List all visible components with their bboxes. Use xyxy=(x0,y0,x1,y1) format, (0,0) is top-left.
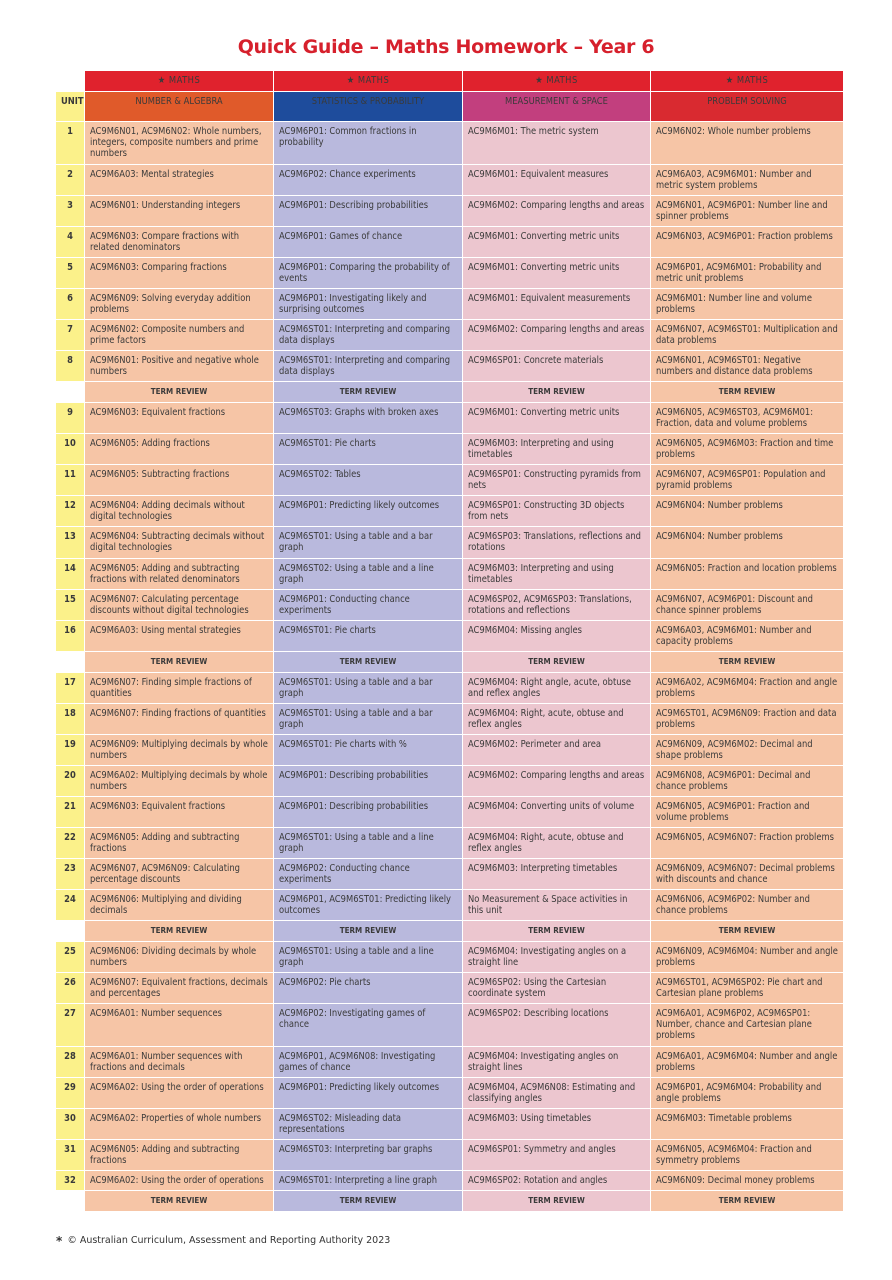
maths-bar-row xyxy=(56,71,844,92)
term-review-label: TERM REVIEW xyxy=(651,1191,844,1212)
unit-row xyxy=(56,1171,844,1191)
maths-label-measurement-space: ★ MATHS xyxy=(463,71,651,92)
activity-problem-solving: AC9M6A03, AC9M6M01: Number and metric system problems xyxy=(651,165,844,196)
activity-number-algebra: AC9M6N03: Compare fractions with related denominators xyxy=(85,227,274,258)
unit-number: 9 xyxy=(56,403,85,434)
activity-measurement-space: No Measurement & Space activities in this unit xyxy=(463,890,651,921)
term-review-label: TERM REVIEW xyxy=(85,382,274,403)
unit-blank-cell xyxy=(56,921,85,942)
activity-statistics-probability: AC9M6P02: Conducting chance experiments xyxy=(274,859,463,890)
activity-number-algebra: AC9M6N02: Composite numbers and prime factors xyxy=(85,320,274,351)
unit-row xyxy=(56,527,844,559)
term-review-label: TERM REVIEW xyxy=(85,1191,274,1212)
unit-number: 21 xyxy=(56,797,85,828)
term-review-row xyxy=(56,1191,844,1212)
activity-measurement-space: AC9M6SP02: Rotation and angles xyxy=(463,1171,651,1191)
activity-number-algebra: AC9M6N07: Finding simple fractions of quantities xyxy=(85,673,274,704)
activity-number-algebra: AC9M6N05: Adding and subtracting fractions with related denominators xyxy=(85,559,274,590)
activity-number-algebra: AC9M6N01: Positive and negative whole numbers xyxy=(85,351,274,382)
activity-problem-solving: AC9M6M01: Number line and volume problems xyxy=(651,289,844,320)
activity-statistics-probability: AC9M6ST01: Using a table and a bar graph xyxy=(274,704,463,735)
activity-problem-solving: AC9M6A01, AC9M6P02, AC9M6SP01: Number, chance and Cartesian plane problems xyxy=(651,1004,844,1047)
activity-measurement-space: AC9M6M03: Using timetables xyxy=(463,1109,651,1140)
footnote-asterisk: * xyxy=(56,1234,63,1248)
unit-row xyxy=(56,673,844,704)
unit-number: 3 xyxy=(56,196,85,227)
activity-measurement-space: AC9M6SP01: Constructing 3D objects from nets xyxy=(463,496,651,527)
unit-row xyxy=(56,496,844,527)
activity-statistics-probability: AC9M6ST01: Interpreting and comparing data displays xyxy=(274,351,463,382)
unit-number: 6 xyxy=(56,289,85,320)
activity-problem-solving: AC9M6N02: Whole number problems xyxy=(651,122,844,165)
activity-problem-solving: AC9M6N05, AC9M6M03: Fraction and time problems xyxy=(651,434,844,465)
activity-number-algebra: AC9M6N04: Adding decimals without digital technologies xyxy=(85,496,274,527)
unit-blank-cell xyxy=(56,652,85,673)
activity-number-algebra: AC9M6N07: Finding fractions of quantities xyxy=(85,704,274,735)
activity-number-algebra: AC9M6N07, AC9M6N09: Calculating percentage discounts xyxy=(85,859,274,890)
unit-number: 20 xyxy=(56,766,85,797)
unit-row xyxy=(56,320,844,351)
unit-number: 17 xyxy=(56,673,85,704)
activity-measurement-space: AC9M6M04: Right, acute, obtuse and reflex angles xyxy=(463,704,651,735)
activity-measurement-space: AC9M6M02: Perimeter and area xyxy=(463,735,651,766)
activity-number-algebra: AC9M6N07: Equivalent fractions, decimals and percentages xyxy=(85,973,274,1004)
unit-number: 12 xyxy=(56,496,85,527)
activity-measurement-space: AC9M6M01: Converting metric units xyxy=(463,258,651,289)
header-problem-solving: PROBLEM SOLVING xyxy=(651,92,844,122)
activity-measurement-space: AC9M6M01: Converting metric units xyxy=(463,227,651,258)
homework-guide-table xyxy=(56,71,844,1212)
unit-row xyxy=(56,122,844,165)
activity-problem-solving: AC9M6N07, AC9M6P01: Discount and chance spinner problems xyxy=(651,590,844,621)
unit-row xyxy=(56,590,844,621)
activity-statistics-probability: AC9M6P02: Chance experiments xyxy=(274,165,463,196)
activity-measurement-space: AC9M6M02: Comparing lengths and areas xyxy=(463,766,651,797)
unit-row xyxy=(56,735,844,766)
copyright-footer xyxy=(56,1234,390,1248)
activity-number-algebra: AC9M6N05: Subtracting fractions xyxy=(85,465,274,496)
activity-number-algebra: AC9M6A03: Using mental strategies xyxy=(85,621,274,652)
unit-row xyxy=(56,165,844,196)
activity-measurement-space: AC9M6M01: Equivalent measures xyxy=(463,165,651,196)
activity-number-algebra: AC9M6N03: Comparing fractions xyxy=(85,258,274,289)
unit-row xyxy=(56,1004,844,1047)
header-measurement-space: MEASUREMENT & SPACE xyxy=(463,92,651,122)
unit-number: 30 xyxy=(56,1109,85,1140)
header-statistics-probability: STATISTICS & PROBABILITY xyxy=(274,92,463,122)
activity-problem-solving: AC9M6P01, AC9M6M04: Probability and angle problems xyxy=(651,1078,844,1109)
activity-statistics-probability: AC9M6P01: Predicting likely outcomes xyxy=(274,496,463,527)
activity-statistics-probability: AC9M6ST01: Using a table and a line graph xyxy=(274,942,463,973)
activity-statistics-probability: AC9M6ST01: Using a table and a line graph xyxy=(274,828,463,859)
activity-number-algebra: AC9M6N03: Equivalent fractions xyxy=(85,797,274,828)
activity-measurement-space: AC9M6SP02: Using the Cartesian coordinate system xyxy=(463,973,651,1004)
activity-measurement-space: AC9M6M04, AC9M6N08: Estimating and classifying angles xyxy=(463,1078,651,1109)
unit-row xyxy=(56,797,844,828)
activity-measurement-space: AC9M6M01: Converting metric units xyxy=(463,403,651,434)
activity-statistics-probability: AC9M6P01: Games of chance xyxy=(274,227,463,258)
activity-statistics-probability: AC9M6ST01: Pie charts with % xyxy=(274,735,463,766)
unit-number: 26 xyxy=(56,973,85,1004)
activity-number-algebra: AC9M6N09: Solving everyday addition problems xyxy=(85,289,274,320)
activity-statistics-probability: AC9M6ST01: Pie charts xyxy=(274,621,463,652)
activity-problem-solving: AC9M6P01, AC9M6M01: Probability and metric unit problems xyxy=(651,258,844,289)
unit-number: 14 xyxy=(56,559,85,590)
unit-row xyxy=(56,1047,844,1078)
unit-row xyxy=(56,227,844,258)
term-review-label: TERM REVIEW xyxy=(85,652,274,673)
term-review-label: TERM REVIEW xyxy=(274,1191,463,1212)
unit-row xyxy=(56,196,844,227)
activity-statistics-probability: AC9M6P01: Predicting likely outcomes xyxy=(274,1078,463,1109)
term-review-label: TERM REVIEW xyxy=(463,382,651,403)
activity-measurement-space: AC9M6M03: Interpreting and using timetables xyxy=(463,559,651,590)
activity-number-algebra: AC9M6N04: Subtracting decimals without digital technologies xyxy=(85,527,274,559)
activity-number-algebra: AC9M6N05: Adding and subtracting fractions xyxy=(85,1140,274,1171)
unit-number: 4 xyxy=(56,227,85,258)
unit-blank-cell xyxy=(56,382,85,403)
unit-number: 7 xyxy=(56,320,85,351)
unit-row xyxy=(56,289,844,320)
activity-measurement-space: AC9M6M02: Comparing lengths and areas xyxy=(463,196,651,227)
activity-problem-solving: AC9M6N01, AC9M6ST01: Negative numbers and distance data problems xyxy=(651,351,844,382)
activity-problem-solving: AC9M6ST01, AC9M6N09: Fraction and data problems xyxy=(651,704,844,735)
unit-number: 5 xyxy=(56,258,85,289)
term-review-label: TERM REVIEW xyxy=(463,1191,651,1212)
activity-problem-solving: AC9M6N09: Decimal money problems xyxy=(651,1171,844,1191)
activity-statistics-probability: AC9M6P01: Investigating likely and surprising outcomes xyxy=(274,289,463,320)
activity-statistics-probability: AC9M6P01, AC9M6N08: Investigating games of chance xyxy=(274,1047,463,1078)
activity-problem-solving: AC9M6N05: Fraction and location problems xyxy=(651,559,844,590)
unit-number: 19 xyxy=(56,735,85,766)
activity-statistics-probability: AC9M6P01: Conducting chance experiments xyxy=(274,590,463,621)
activity-measurement-space: AC9M6SP01: Constructing pyramids from nets xyxy=(463,465,651,496)
activity-measurement-space: AC9M6M04: Missing angles xyxy=(463,621,651,652)
activity-number-algebra: AC9M6A02: Multiplying decimals by whole numbers xyxy=(85,766,274,797)
activity-problem-solving: AC9M6N07, AC9M6SP01: Population and pyramid problems xyxy=(651,465,844,496)
activity-problem-solving: AC9M6N03, AC9M6P01: Fraction problems xyxy=(651,227,844,258)
activity-statistics-probability: AC9M6ST02: Tables xyxy=(274,465,463,496)
activity-statistics-probability: AC9M6ST02: Using a table and a line graph xyxy=(274,559,463,590)
term-review-label: TERM REVIEW xyxy=(274,652,463,673)
activity-measurement-space: AC9M6SP01: Symmetry and angles xyxy=(463,1140,651,1171)
activity-problem-solving: AC9M6N09, AC9M6M02: Decimal and shape problems xyxy=(651,735,844,766)
activity-number-algebra: AC9M6A03: Mental strategies xyxy=(85,165,274,196)
activity-statistics-probability: AC9M6ST03: Interpreting bar graphs xyxy=(274,1140,463,1171)
activity-number-algebra: AC9M6A02: Using the order of operations xyxy=(85,1078,274,1109)
activity-statistics-probability: AC9M6P02: Investigating games of chance xyxy=(274,1004,463,1047)
unit-number: 2 xyxy=(56,165,85,196)
activity-measurement-space: AC9M6M01: The metric system xyxy=(463,122,651,165)
maths-label-problem-solving: ★ MATHS xyxy=(651,71,844,92)
unit-number: 23 xyxy=(56,859,85,890)
activity-measurement-space: AC9M6M01: Equivalent measurements xyxy=(463,289,651,320)
activity-measurement-space: AC9M6SP01: Concrete materials xyxy=(463,351,651,382)
unit-column-header: UNIT xyxy=(56,92,85,122)
unit-row xyxy=(56,465,844,496)
activity-statistics-probability: AC9M6P01: Describing probabilities xyxy=(274,797,463,828)
activity-number-algebra: AC9M6A02: Using the order of operations xyxy=(85,1171,274,1191)
unit-number: 22 xyxy=(56,828,85,859)
activity-number-algebra: AC9M6N01, AC9M6N02: Whole numbers, integers, composite numbers and prime numbers xyxy=(85,122,274,165)
activity-number-algebra: AC9M6N06: Multiplying and dividing decimals xyxy=(85,890,274,921)
term-review-label: TERM REVIEW xyxy=(274,382,463,403)
unit-row xyxy=(56,890,844,921)
unit-number: 15 xyxy=(56,590,85,621)
activity-measurement-space: AC9M6M04: Right angle, acute, obtuse and reflex angles xyxy=(463,673,651,704)
unit-row xyxy=(56,1140,844,1171)
activity-statistics-probability: AC9M6P01: Comparing the probability of events xyxy=(274,258,463,289)
activity-number-algebra: AC9M6N01: Understanding integers xyxy=(85,196,274,227)
unit-number: 24 xyxy=(56,890,85,921)
activity-problem-solving: AC9M6A02, AC9M6M04: Fraction and angle problems xyxy=(651,673,844,704)
term-review-row xyxy=(56,652,844,673)
term-review-label: TERM REVIEW xyxy=(463,652,651,673)
activity-number-algebra: AC9M6A01: Number sequences with fractions and decimals xyxy=(85,1047,274,1078)
unit-row xyxy=(56,1109,844,1140)
activity-measurement-space: AC9M6SP03: Translations, reflections and rotations xyxy=(463,527,651,559)
unit-blank-cell xyxy=(56,1191,85,1212)
unit-number: 1 xyxy=(56,122,85,165)
activity-measurement-space: AC9M6SP02: Describing locations xyxy=(463,1004,651,1047)
activity-problem-solving: AC9M6N09, AC9M6N07: Decimal problems with discounts and chance xyxy=(651,859,844,890)
activity-statistics-probability: AC9M6ST01: Using a table and a bar graph xyxy=(274,673,463,704)
term-review-label: TERM REVIEW xyxy=(651,652,844,673)
activity-statistics-probability: AC9M6ST01: Interpreting a line graph xyxy=(274,1171,463,1191)
column-header-row xyxy=(56,92,844,122)
activity-number-algebra: AC9M6N03: Equivalent fractions xyxy=(85,403,274,434)
activity-problem-solving: AC9M6A03, AC9M6M01: Number and capacity problems xyxy=(651,621,844,652)
activity-measurement-space: AC9M6M04: Investigating angles on a straight line xyxy=(463,942,651,973)
term-review-label: TERM REVIEW xyxy=(651,382,844,403)
unit-number: 25 xyxy=(56,942,85,973)
activity-problem-solving: AC9M6N09, AC9M6M04: Number and angle problems xyxy=(651,942,844,973)
activity-number-algebra: AC9M6N05: Adding fractions xyxy=(85,434,274,465)
unit-row xyxy=(56,973,844,1004)
term-review-label: TERM REVIEW xyxy=(651,921,844,942)
activity-statistics-probability: AC9M6ST03: Graphs with broken axes xyxy=(274,403,463,434)
term-review-label: TERM REVIEW xyxy=(85,921,274,942)
copyright-text: © Australian Curriculum, Assessment and Reporting Authority 2023 xyxy=(67,1235,391,1246)
activity-problem-solving: AC9M6N04: Number problems xyxy=(651,527,844,559)
unit-row xyxy=(56,434,844,465)
unit-row xyxy=(56,258,844,289)
unit-row xyxy=(56,942,844,973)
activity-statistics-probability: AC9M6ST01: Pie charts xyxy=(274,434,463,465)
activity-measurement-space: AC9M6SP02, AC9M6SP03: Translations, rotations and reflections xyxy=(463,590,651,621)
activity-number-algebra: AC9M6A01: Number sequences xyxy=(85,1004,274,1047)
unit-row xyxy=(56,828,844,859)
term-review-row xyxy=(56,382,844,403)
unit-row xyxy=(56,859,844,890)
unit-number: 11 xyxy=(56,465,85,496)
activity-problem-solving: AC9M6N06, AC9M6P02: Number and chance problems xyxy=(651,890,844,921)
activity-problem-solving: AC9M6N05, AC9M6N07: Fraction problems xyxy=(651,828,844,859)
activity-statistics-probability: AC9M6P01, AC9M6ST01: Predicting likely outcomes xyxy=(274,890,463,921)
activity-number-algebra: AC9M6A02: Properties of whole numbers xyxy=(85,1109,274,1140)
term-review-label: TERM REVIEW xyxy=(463,921,651,942)
unit-number: 16 xyxy=(56,621,85,652)
activity-measurement-space: AC9M6M02: Comparing lengths and areas xyxy=(463,320,651,351)
unit-row xyxy=(56,559,844,590)
unit-number: 32 xyxy=(56,1171,85,1191)
activity-number-algebra: AC9M6N07: Calculating percentage discounts without digital technologies xyxy=(85,590,274,621)
activity-number-algebra: AC9M6N05: Adding and subtracting fractions xyxy=(85,828,274,859)
activity-statistics-probability: AC9M6P01: Describing probabilities xyxy=(274,196,463,227)
unit-row xyxy=(56,1078,844,1109)
unit-row xyxy=(56,766,844,797)
activity-measurement-space: AC9M6M03: Interpreting timetables xyxy=(463,859,651,890)
activity-problem-solving: AC9M6N05, AC9M6P01: Fraction and volume problems xyxy=(651,797,844,828)
unit-row xyxy=(56,351,844,382)
activity-statistics-probability: AC9M6ST02: Misleading data representations xyxy=(274,1109,463,1140)
activity-measurement-space: AC9M6M04: Investigating angles on straight lines xyxy=(463,1047,651,1078)
unit-number: 8 xyxy=(56,351,85,382)
unit-row xyxy=(56,621,844,652)
term-review-label: TERM REVIEW xyxy=(274,921,463,942)
unit-number: 18 xyxy=(56,704,85,735)
activity-problem-solving: AC9M6N05, AC9M6ST03, AC9M6M01: Fraction, data and volume problems xyxy=(651,403,844,434)
term-review-row xyxy=(56,921,844,942)
page-title: Quick Guide – Maths Homework – Year 6 xyxy=(237,36,655,58)
activity-problem-solving: AC9M6N01, AC9M6P01: Number line and spinner problems xyxy=(651,196,844,227)
unit-number: 29 xyxy=(56,1078,85,1109)
unit-row xyxy=(56,704,844,735)
unit-number: 13 xyxy=(56,527,85,559)
activity-problem-solving: AC9M6N07, AC9M6ST01: Multiplication and data problems xyxy=(651,320,844,351)
activity-number-algebra: AC9M6N06: Dividing decimals by whole numbers xyxy=(85,942,274,973)
activity-problem-solving: AC9M6N04: Number problems xyxy=(651,496,844,527)
unit-row xyxy=(56,403,844,434)
activity-statistics-probability: AC9M6ST01: Using a table and a bar graph xyxy=(274,527,463,559)
activity-problem-solving: AC9M6A01, AC9M6M04: Number and angle problems xyxy=(651,1047,844,1078)
activity-statistics-probability: AC9M6ST01: Interpreting and comparing data displays xyxy=(274,320,463,351)
activity-statistics-probability: AC9M6P01: Common fractions in probability xyxy=(274,122,463,165)
maths-label-statistics-probability: ★ MATHS xyxy=(274,71,463,92)
activity-measurement-space: AC9M6M04: Right, acute, obtuse and reflex angles xyxy=(463,828,651,859)
activity-problem-solving: AC9M6N05, AC9M6M04: Fraction and symmetry problems xyxy=(651,1140,844,1171)
header-number-algebra: NUMBER & ALGEBRA xyxy=(85,92,274,122)
activity-problem-solving: AC9M6N08, AC9M6P01: Decimal and chance problems xyxy=(651,766,844,797)
activity-measurement-space: AC9M6M03: Interpreting and using timetables xyxy=(463,434,651,465)
activity-statistics-probability: AC9M6P01: Describing probabilities xyxy=(274,766,463,797)
maths-label-number-algebra: ★ MATHS xyxy=(85,71,274,92)
activity-statistics-probability: AC9M6P02: Pie charts xyxy=(274,973,463,1004)
unit-number: 10 xyxy=(56,434,85,465)
corner-blank xyxy=(56,71,85,92)
activity-number-algebra: AC9M6N09: Multiplying decimals by whole numbers xyxy=(85,735,274,766)
activity-measurement-space: AC9M6M04: Converting units of volume xyxy=(463,797,651,828)
unit-number: 28 xyxy=(56,1047,85,1078)
unit-number: 31 xyxy=(56,1140,85,1171)
activity-problem-solving: AC9M6ST01, AC9M6SP02: Pie chart and Cartesian plane problems xyxy=(651,973,844,1004)
unit-number: 27 xyxy=(56,1004,85,1047)
activity-problem-solving: AC9M6M03: Timetable problems xyxy=(651,1109,844,1140)
